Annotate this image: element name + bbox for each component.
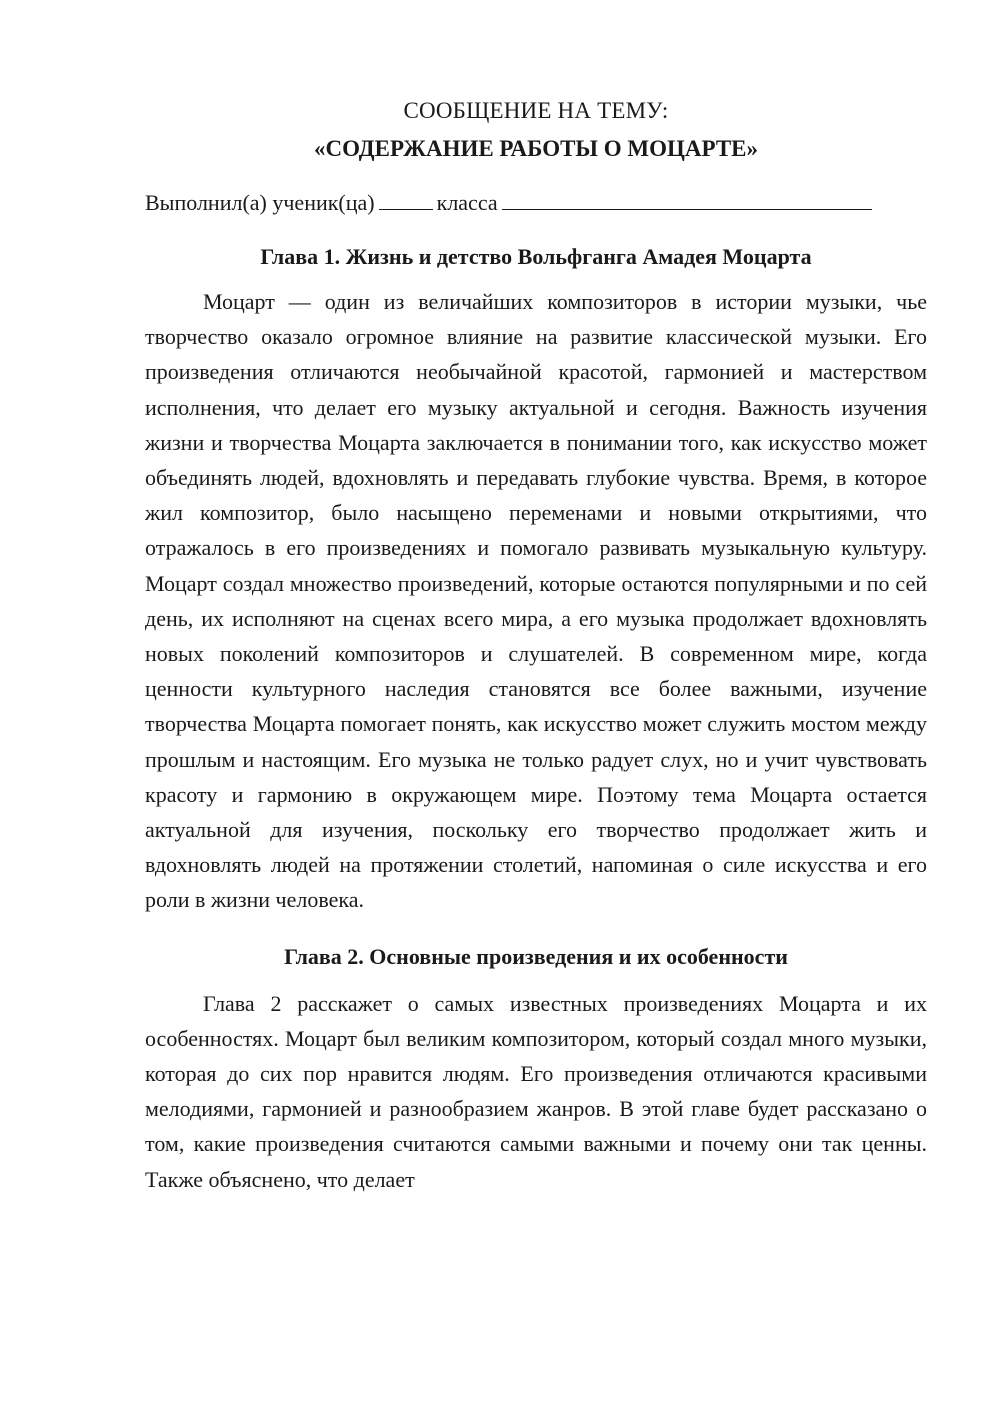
author-name-blank <box>502 187 872 210</box>
author-prefix: Выполнил(а) ученик(ца) <box>145 190 375 215</box>
page-content <box>145 94 927 1197</box>
class-number-blank <box>379 187 433 210</box>
document-title-line2: «СОДЕРЖАНИЕ РАБОТЫ О МОЦАРТЕ» <box>313 136 759 161</box>
author-line <box>145 186 927 220</box>
chapter-2-paragraph: Глава 2 расскажет о самых известных произведениях Моцарта и их особенностях. Моцарт был великим композитором, который создал много музыки, которая до сих пор нравится людям. Его произведения отличаются красивыми мелодиями, гармонией и разнообразием жанров. В этой главе будет рассказано о том, какие произведения считаются самыми важными и почему они так ценны. Также объяснено, что делает <box>145 990 927 1192</box>
chapter-2-heading: Глава 2. Основные произведения и их особенности <box>284 943 788 969</box>
chapter-1-heading: Глава 1. Жизнь и детство Вольфганга Амадея Моцарта <box>260 244 812 269</box>
author-class-label: класса <box>436 190 498 215</box>
document-title-line1: СООБЩЕНИЕ НА ТЕМУ: <box>403 98 669 123</box>
chapter-1-paragraph: Моцарт — один из величайших композиторов в истории музыки, чье творчество оказало огромное влияние на развитие классической музыки. Его произведения отличаются необычайной красотой, гармонией и мастерством исполнения, что делает его музыку актуальной и сегодня. Важность изучения жизни и творчества Моцарта заключается в понимании того, как искусство может объединять людей, вдохновлять и передавать глубокие чувства. Время, в которое жил композитор, было насыщено переменами и новыми открытиями, что отражалось в его произведениях и помогало развивать музыкальную культуру. Моцарт создал множество произведений, которые остаются популярными и по сей день, их исполняют на сценах всего мира, а его музыка продолжает вдохновлять новых поколений композиторов и слушателей. В современном мире, когда ценности культурного наследия становятся все более важными, изучение творчества Моцарта помогает понять, как искусство может служить мостом между прошлым и настоящим. Его музыка не только радует слух, но и учит чувствовать красоту и гармонию в окружающем мире. Поэтому тема Моцарта остается актуальной для изучения, поскольку его творчество продолжает жить и вдохновлять людей на протяжении столетий, напоминая о силе искусства и его роли в жизни человека. <box>145 289 927 913</box>
